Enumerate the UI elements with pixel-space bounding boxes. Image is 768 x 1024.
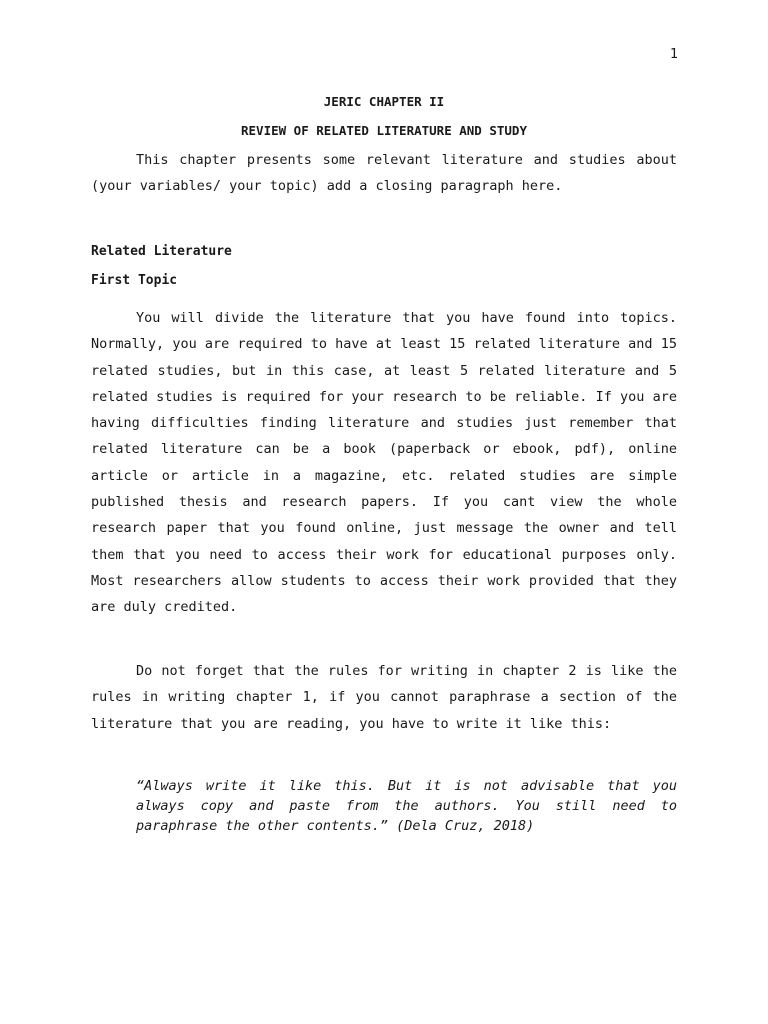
- chapter-title: JERIC CHAPTER II: [323, 94, 445, 109]
- page-number: 1: [669, 46, 678, 62]
- chapter-subtitle: REVIEW OF RELATED LITERATURE AND STUDY: [241, 123, 527, 138]
- block-quote: “Always write it like this. But it is not advisable that you always copy and paste from the authors. You still need to paraphrase the other contents.” (Dela Cruz, 2018): [136, 778, 677, 834]
- body-paragraph-1: You will divide the literature that you have found into topics. Normally, you are required to have at least 15 related literature and 15 related studies, but in this case, at least 5 related literature and 5 related studies is required for your research to be reliable. If you are having difficulties finding literature and studies just remember that related literature can be a book (paperback or ebook, pdf), online article or article in a magazine, etc. related studies are simple published thesis and research papers. If you cant view the whole research paper that you found online, just message the owner and tell them that you need to access their work for educational purposes only. Most researchers allow students to access their work provided that they are duly credited.: [91, 310, 677, 616]
- intro-paragraph: This chapter presents some relevant literature and studies about (your variables/ your topic) add a closing paragraph here.: [91, 152, 677, 195]
- subsection-heading: First Topic: [91, 273, 178, 288]
- body-paragraph-2: Do not forget that the rules for writing in chapter 2 is like the rules in writing chapter 1, if you cannot paraphrase a section of the literature that you are reading, you have to write it like this:: [91, 663, 677, 732]
- section-heading: Related Literature: [91, 244, 232, 259]
